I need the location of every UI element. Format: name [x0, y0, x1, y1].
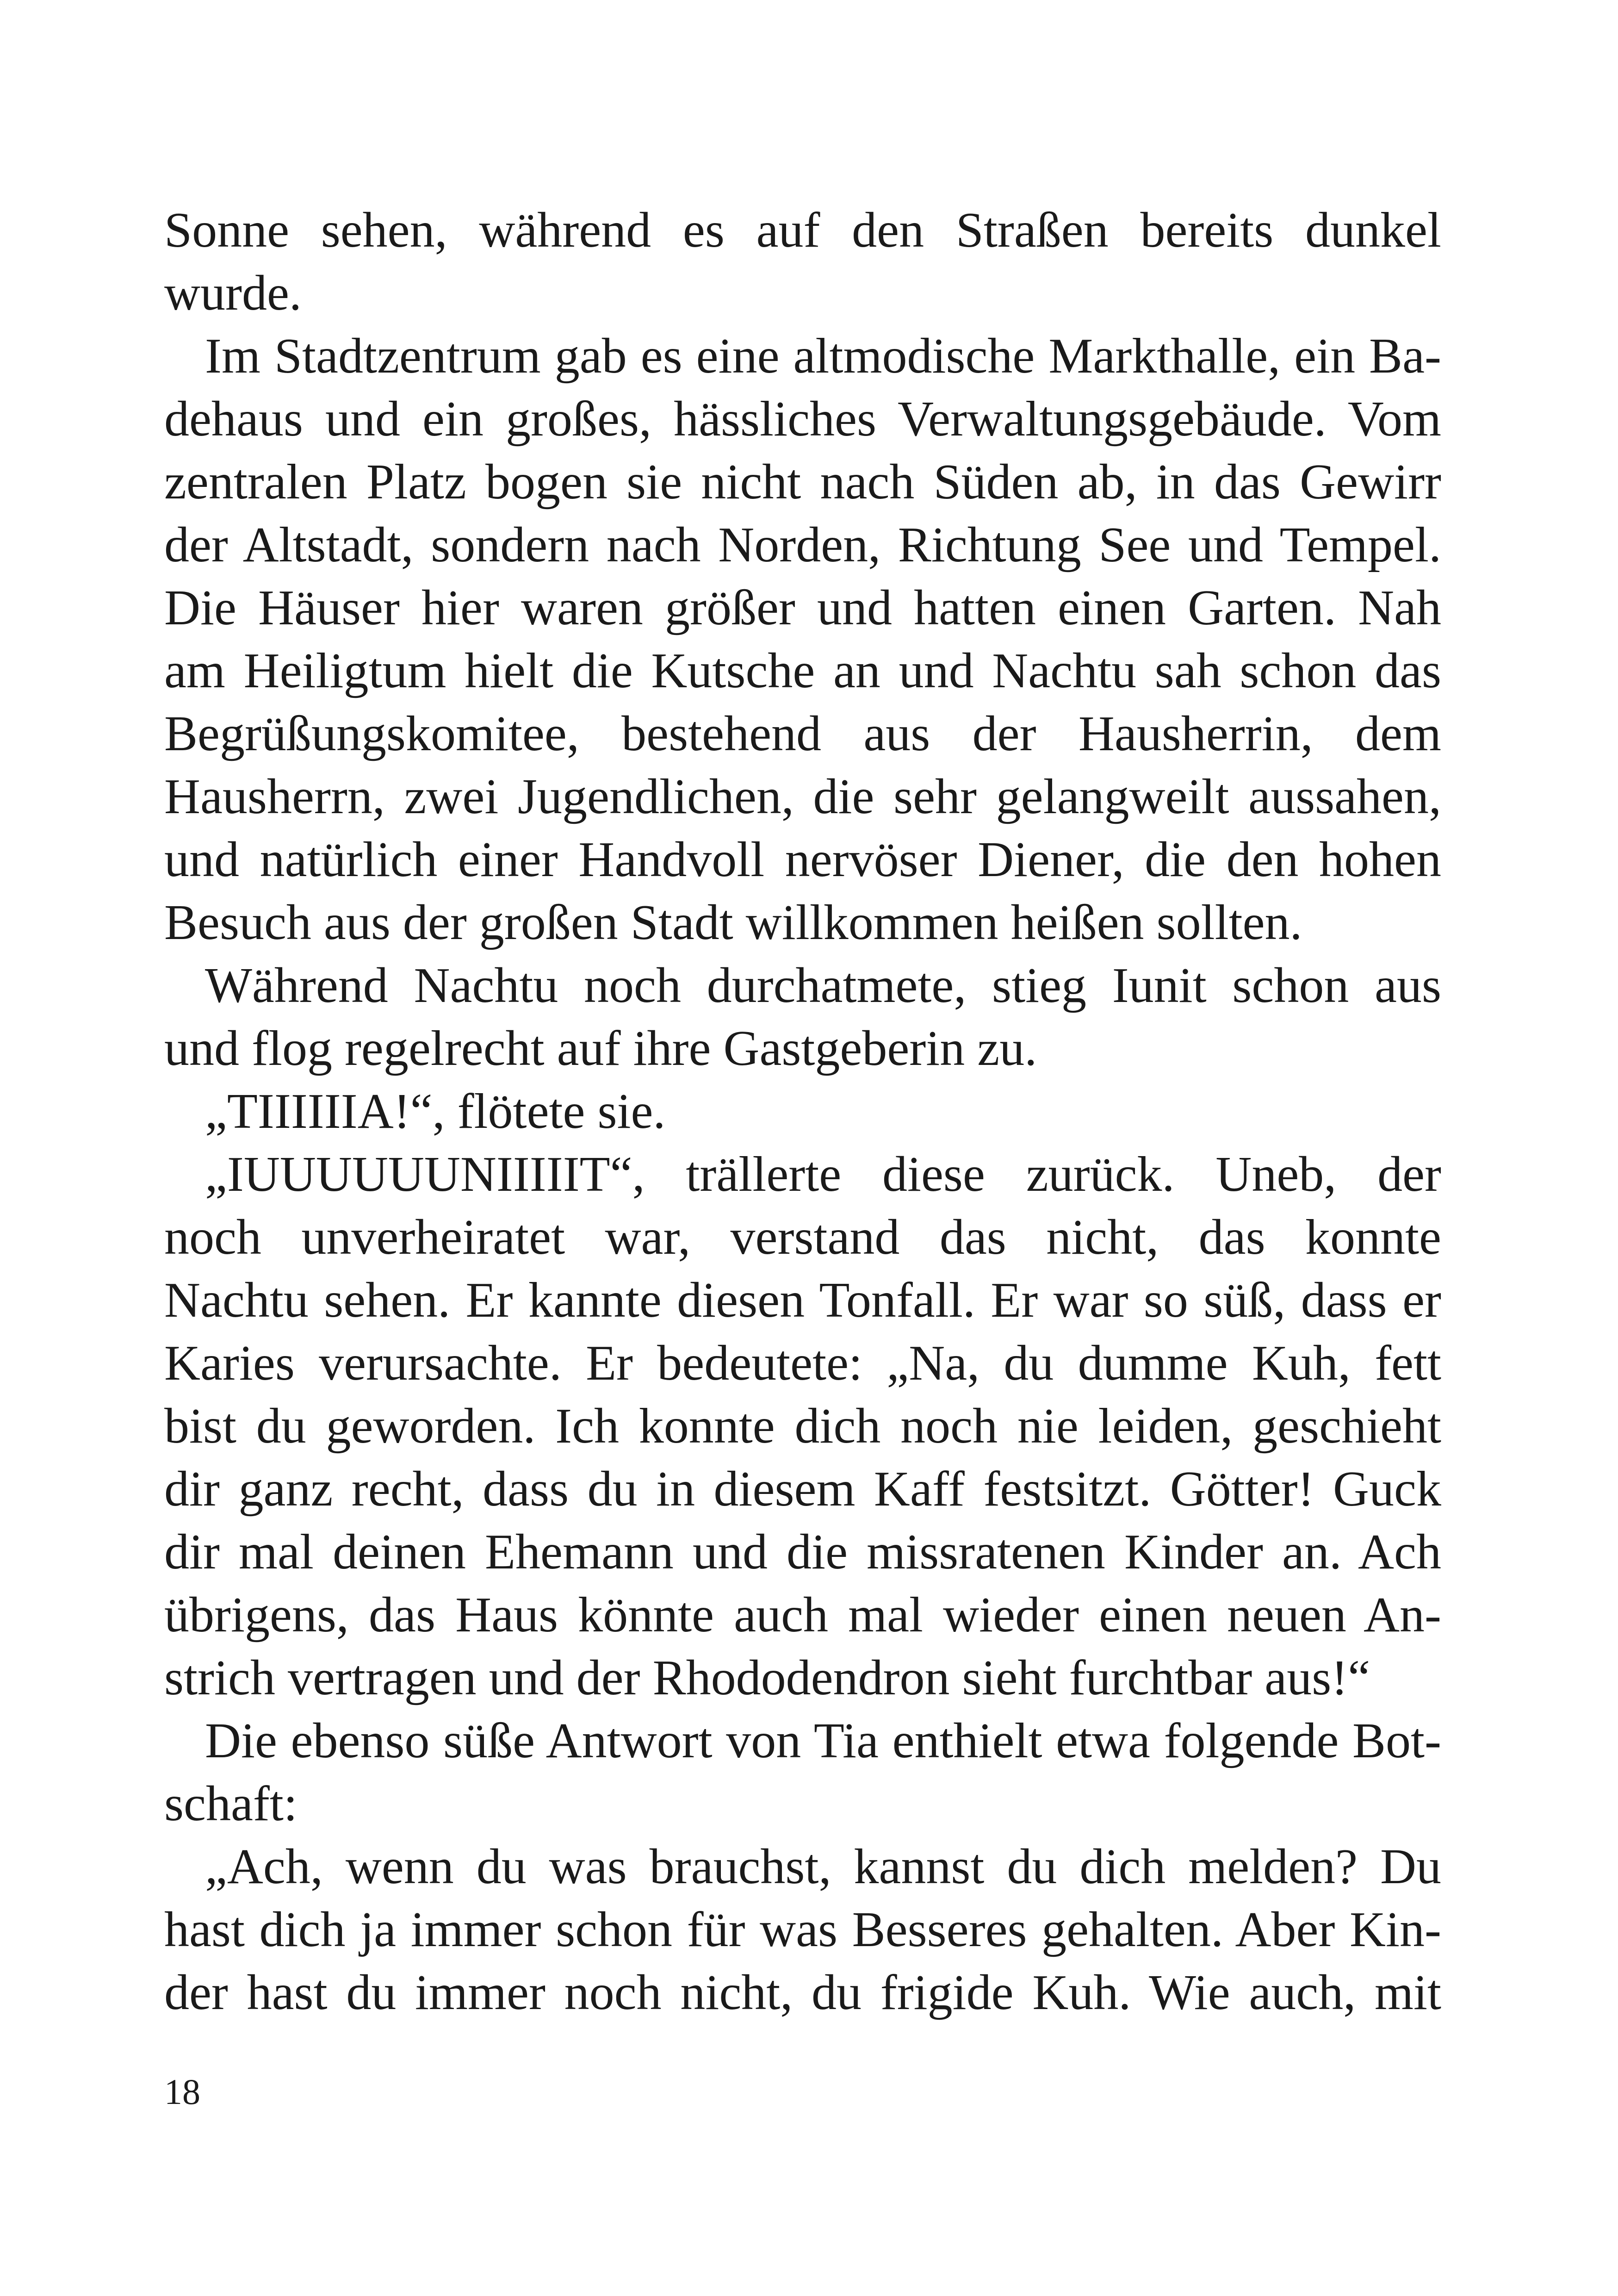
- paragraph: [164, 1836, 1441, 2024]
- text-line: hast dich ja immer schon für was Besseres gehalten. Aber Kin-: [164, 1902, 1441, 1957]
- text-line: Im Stadtzentrum gab es eine altmodische Markthalle, ein Ba-: [205, 329, 1441, 384]
- paragraph: [164, 954, 1441, 1080]
- text-line: dir mal deinen Ehemann und die missratenen Kinder an. Ach: [164, 1524, 1441, 1580]
- text-line: Die Häuser hier waren größer und hatten einen Garten. Nah: [164, 580, 1441, 635]
- text-line: schaft:: [164, 1776, 298, 1831]
- text-line: Nachtu sehen. Er kannte diesen Tonfall. Er war so süß, dass er: [164, 1273, 1441, 1328]
- text-line: am Heiligtum hielt die Kutsche an und Nachtu sah schon das: [164, 643, 1441, 698]
- paragraph: [164, 1080, 1441, 1143]
- paragraph: [164, 1710, 1441, 1836]
- text-line: Hausherrn, zwei Jugendlichen, die sehr gelangweilt aussahen,: [164, 769, 1441, 824]
- text-line: Besuch aus der großen Stadt willkommen heißen sollten.: [164, 895, 1302, 950]
- text-line: bist du geworden. Ich konnte dich noch nie leiden, geschieht: [164, 1399, 1441, 1454]
- text-line: dehaus und ein großes, hässliches Verwaltungsgebäude. Vom: [164, 392, 1441, 447]
- text-line: dir ganz recht, dass du in diesem Kaff festsitzt. Götter! Guck: [164, 1462, 1441, 1517]
- page-body-text: [164, 199, 1441, 2024]
- text-line: der hast du immer noch nicht, du frigide Kuh. Wie auch, mit: [164, 1965, 1441, 2020]
- paragraph: [164, 325, 1441, 954]
- text-line: wurde.: [164, 266, 302, 321]
- text-line: der Altstadt, sondern nach Norden, Richtung See und Tempel.: [164, 517, 1441, 572]
- paragraph: [164, 1143, 1441, 1710]
- text-line: Sonne sehen, während es auf den Straßen bereits dunkel: [164, 203, 1441, 258]
- text-line: strich vertragen und der Rhododendron sieht furchtbar aus!“: [164, 1650, 1370, 1705]
- text-line: Begrüßungskomitee, bestehend aus der Hausherrin, dem: [164, 706, 1441, 761]
- text-line: zentralen Platz bogen sie nicht nach Süden ab, in das Gewirr: [164, 454, 1441, 510]
- text-line: „IUUUUUUNIIIIIT“, trällerte diese zurück. Uneb, der: [205, 1147, 1441, 1202]
- text-line: Während Nachtu noch durchatmete, stieg Iunit schon aus: [205, 958, 1441, 1013]
- page-number: 18: [164, 2072, 200, 2112]
- paragraph: [164, 199, 1441, 325]
- text-line: noch unverheiratet war, verstand das nicht, das konnte: [164, 1210, 1441, 1265]
- text-line: übrigens, das Haus könnte auch mal wieder einen neuen An-: [164, 1587, 1441, 1643]
- text-line: und flog regelrecht auf ihre Gastgeberin zu.: [164, 1021, 1037, 1076]
- text-line: Die ebenso süße Antwort von Tia enthielt etwa folgende Bot-: [205, 1713, 1441, 1768]
- text-line: Karies verursachte. Er bedeutete: „Na, du dumme Kuh, fett: [164, 1336, 1441, 1391]
- text-line: und natürlich einer Handvoll nervöser Diener, die den hohen: [164, 832, 1441, 887]
- text-line: „Ach, wenn du was brauchst, kannst du dich melden? Du: [205, 1839, 1441, 1894]
- text-line: „TIIIIIIA!“, flötete sie.: [205, 1084, 666, 1139]
